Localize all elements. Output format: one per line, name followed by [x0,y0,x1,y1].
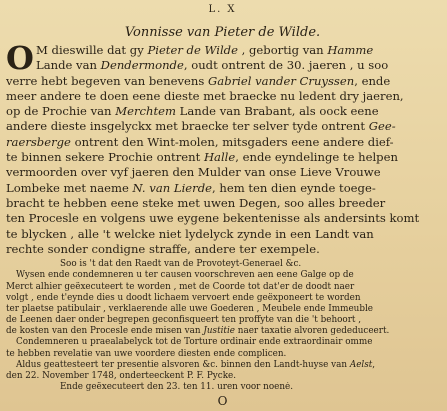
text-run: Dendermonde [100,58,184,73]
text-line [6,211,439,226]
text-run: Aelst [349,359,373,370]
small-text-line [6,349,439,360]
text-run: , gebortig van [237,43,328,57]
text-line [6,43,439,58]
text-line [6,181,439,196]
small-text-line [6,315,439,326]
text-run: ter plaetse patibulair , verklaerende alle uwe Goederen , Meubele ende Immeuble [6,303,373,314]
small-text-line [6,382,439,393]
text-run: te binnen sekere Prochie ontrent [6,150,204,165]
text-run: , hem ten dien eynde toege- [212,180,376,195]
text-run: Justitie [203,326,235,337]
main-text-block [6,39,439,257]
verdict-main-text [6,39,439,393]
signature-mark: O [217,394,228,409]
text-run: Gee- [368,119,396,134]
text-run: verre hebt begeven van benevens [6,73,209,88]
text-line [6,196,439,211]
text-run: Lombeke met naeme [6,180,133,195]
text-line [6,135,439,150]
small-text-line [6,270,439,281]
text-run: de kosten van den Procesle ende misen van [6,326,204,337]
text-run: , oudt ontrent de 30. jaeren , u soo [183,58,389,73]
text-line [6,104,439,119]
text-run: Merct alhier geëxecuteert te worden , met de Coorde tot dat'er de doodt naer [6,281,355,292]
text-run: andere dieste insgelyckx met braecke ter selver tyde ontrent [6,119,369,134]
text-line [6,227,439,242]
text-run: meer andere te doen eene dieste met braecke nu ledent dry jaeren, [6,88,404,103]
text-run: Lande van Brabant, als oock eene [175,104,379,119]
text-run: op de Prochie van [6,104,116,119]
text-run: N. van Lierde [132,180,212,195]
text-line [6,165,439,180]
text-run: de Leenen daer onder begrepen geconfisqueert ten proffyte van die 't behoort , [6,315,362,326]
main-lines [6,39,439,257]
text-line [6,89,439,104]
text-run: Aldus geattesteert ter presentie alsvoren &c. binnen den Landt-huyse van [16,359,350,370]
small-text-line [6,337,439,348]
document-title: Vonnisse van Pieter de Wilde. [124,25,321,40]
text-run: , ende [354,73,391,88]
small-text-line [6,259,439,270]
text-run: Hamme [327,43,374,57]
text-line [6,58,439,73]
text-run: volgt , ende t'eynde dies u doodt lichaem vervoert ende geëxponeert te worden [6,292,361,303]
drop-cap: O [6,39,34,77]
small-text-line [6,304,439,315]
text-run: Merchtem [115,104,176,119]
text-run: M dieswille dat gy [36,43,148,57]
small-text-line [6,326,439,337]
small-text-line [6,282,439,293]
text-run: raersberge [6,134,71,149]
text-run: Wysen ende condemneren u ter causen voorschreven aen eene Galge op de [16,270,354,281]
text-run: Pieter de Wilde [147,43,238,57]
text-run: ontrent den Wint-molen, mitsgaders eene andere dief- [70,134,394,149]
text-run: naer taxatie alvoren gededuceert. [234,326,390,337]
text-run: Condemneren u praealabelyck tot de Torture ordinair ende extraordinair omme [16,337,373,348]
text-run: Gabriel vander Cruyssen [208,73,355,88]
text-run: , [372,359,376,370]
text-run: te hebben revelatie van uwe voordere diesten ende complicen. [6,348,287,359]
text-run: rechte sonder condigne straffe, andere ter exempele. [6,241,320,256]
text-line [6,74,439,89]
text-run: bracht te hebben eene steke met uwen Degen, soo alles breeder [6,195,386,210]
text-run: den 22. November 1748, onderteeckent P. F. Pycke. [6,371,237,382]
text-run: vermoorden over vyf jaeren den Mulder van onse Lieve Vrouwe [6,165,381,180]
small-text-line [6,360,439,371]
small-text-line [6,293,439,304]
small-text-line [6,371,439,382]
text-run: Lande van [36,58,101,73]
page-header: L. X [208,4,237,15]
text-run: ten Procesle en volgens uwe eygene bekentenisse als andersints komt [6,211,420,226]
text-run: Ende geëxecuteert den 23. ten 11. uren voor noené. [60,382,294,393]
text-run: Halle [203,150,236,165]
text-run: te blycken , alle 't welcke niet lydelyck zynde in een Landt van [6,226,374,241]
sentence-text [6,259,439,393]
text-line [6,150,439,165]
text-line [6,242,439,257]
text-line [6,119,439,134]
text-run: , ende eyndelinge te helpen [235,150,398,165]
text-run: Soo is 't dat den Raedt van de Provoteyt-Generael &c. [60,259,302,270]
